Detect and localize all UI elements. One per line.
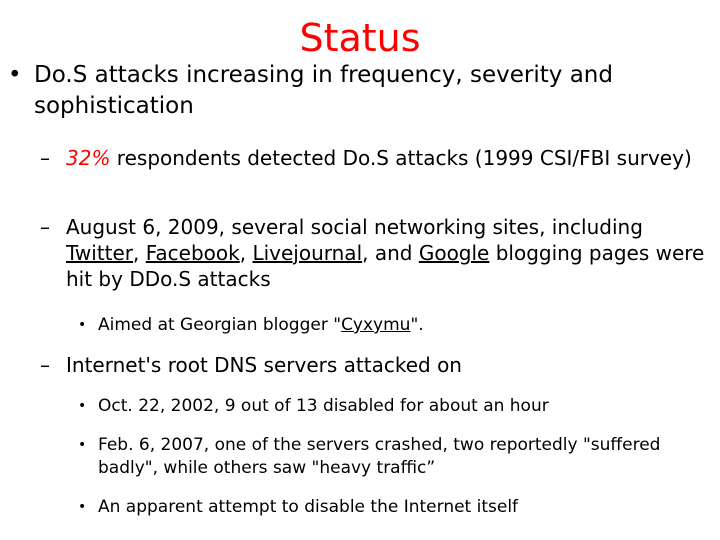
sub-bullet-text: August 6, 2009, several social networking sites, including: [66, 215, 643, 239]
dash-marker: –: [40, 146, 50, 170]
separator: ,: [239, 241, 253, 265]
detail-text: An apparent attempt to disable the Internet itself: [98, 497, 519, 517]
link-twitter[interactable]: Twitter: [66, 241, 134, 265]
slide-title: Status: [299, 16, 421, 60]
bullet-marker: •: [78, 317, 87, 333]
sub-bullet-ddos-2009: [40, 214, 712, 292]
link-cyxymu[interactable]: Cyxymu: [341, 315, 411, 335]
detail-text-end: ".: [410, 315, 424, 335]
detail-text: Oct. 22, 2002, 9 out of 13 disabled for about an hour: [98, 396, 549, 416]
detail-text: Aimed at Georgian blogger ": [98, 315, 342, 335]
bullet-marker: •: [8, 62, 22, 88]
link-livejournal[interactable]: Livejournal: [252, 241, 363, 265]
link-facebook[interactable]: Facebook: [145, 241, 240, 265]
link-google[interactable]: Google: [418, 241, 490, 265]
detail-bullet-disable-internet: [78, 496, 698, 519]
separator: , and: [362, 241, 419, 265]
bullet-marker: •: [78, 499, 87, 515]
detail-bullet-2007: [78, 434, 698, 480]
sub-bullet-text: respondents detected Do.S attacks (1999 CSI/FBI survey): [110, 146, 692, 170]
sub-bullet-csi-survey: [40, 145, 712, 171]
bullet-marker: •: [78, 437, 87, 453]
dash-marker: –: [40, 215, 50, 239]
detail-text: Feb. 6, 2007, one of the servers crashed, two reportedly "suffered badly", while others saw "heavy traffic”: [98, 435, 661, 478]
detail-bullet-2002: [78, 395, 698, 418]
main-bullet: [8, 60, 708, 122]
sub-bullet-text-end: blogging pages were hit by DDo.S attacks: [66, 241, 705, 291]
main-bullet-text: Do.S attacks increasing in frequency, severity and sophistication: [34, 62, 613, 119]
sub-bullet-root-dns: [40, 352, 712, 378]
bullet-marker: •: [78, 398, 87, 414]
sub-bullet-text: Internet's root DNS servers attacked on: [66, 353, 462, 377]
separator: ,: [133, 241, 146, 265]
dash-marker: –: [40, 353, 50, 377]
percent-highlight: 32%: [66, 146, 111, 170]
detail-bullet-cyxymu: [78, 314, 698, 337]
